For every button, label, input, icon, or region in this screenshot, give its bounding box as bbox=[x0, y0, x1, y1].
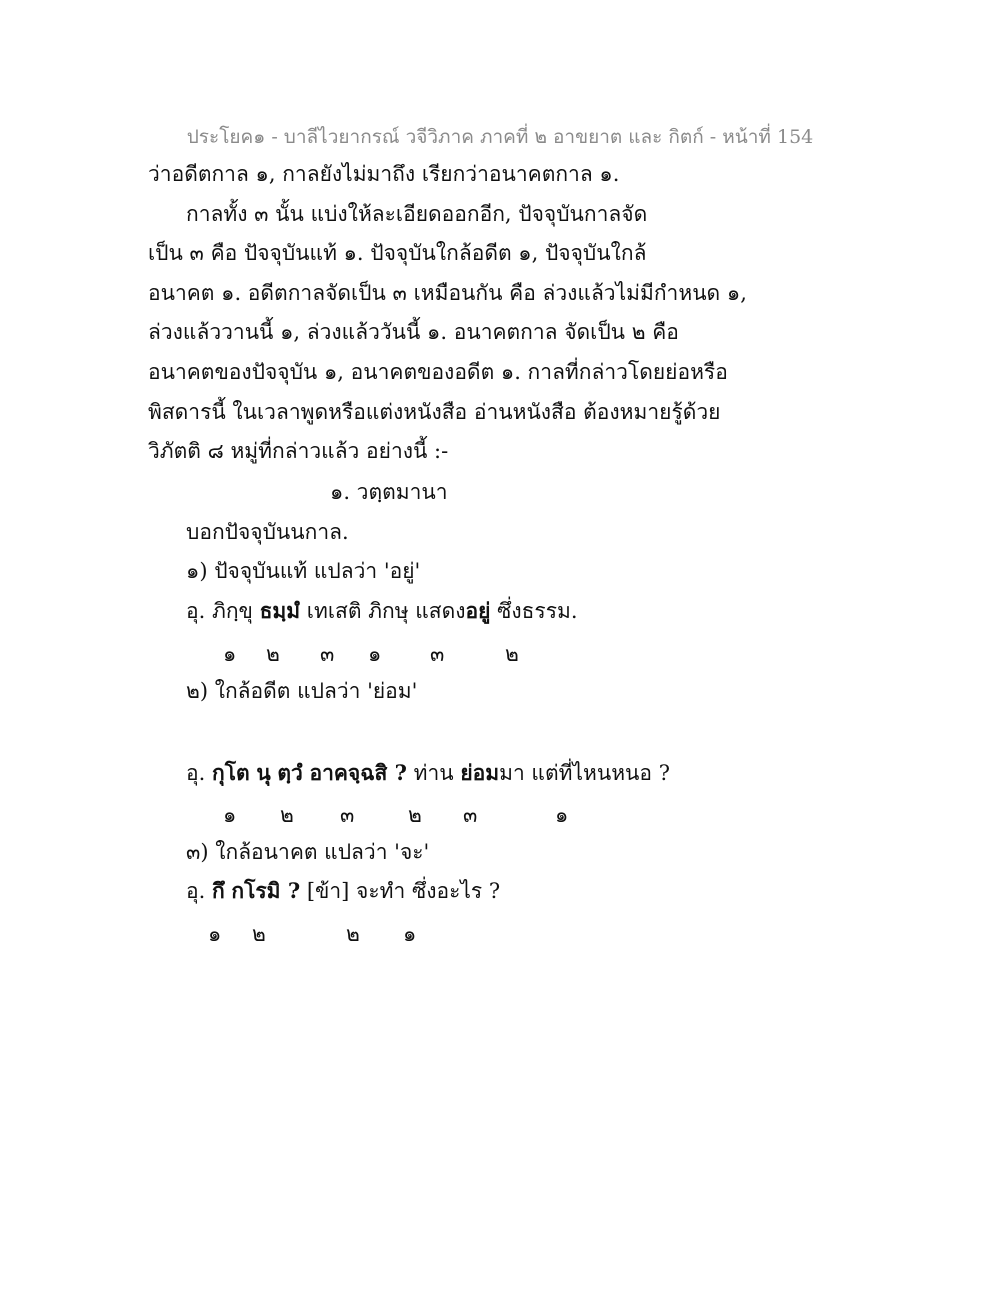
word-order-number: ๒ bbox=[266, 642, 280, 666]
word-order-number: ๓ bbox=[463, 803, 478, 827]
word-order-number: ๑ bbox=[223, 642, 237, 666]
translation-word-emphasis: อยู่ bbox=[465, 598, 491, 623]
section-description: บอกปัจจุบันนกาล. bbox=[186, 520, 349, 544]
word-order-number: ๓ bbox=[340, 803, 355, 827]
translation-word: ซึ่งธรรม. bbox=[497, 599, 578, 623]
translation-word: จะทำ bbox=[356, 879, 406, 903]
word-order-number: ๑ bbox=[223, 803, 237, 827]
page-header: ประโยค๑ - บาลีไวยากรณ์ วจีวิภาค ภาคที่ ๒ อาขยาต และ กิตก์ - หน้าที่ 154 bbox=[186, 126, 814, 148]
text-line: เป็น ๓ คือ ปัจจุบันแท้ ๑. ปัจจุบันใกล้อดีต ๑, ปัจจุบันใกล้ bbox=[148, 241, 647, 265]
pali-word-emphasis: กึ bbox=[211, 878, 225, 903]
word-order-number: ๓ bbox=[430, 642, 445, 666]
word-order-number: ๓ bbox=[320, 642, 335, 666]
example-line bbox=[186, 759, 670, 787]
text-line: วิภัตติ ๘ หมู่ที่กล่าวแล้ว อย่างนี้ :- bbox=[148, 439, 449, 463]
section-title: ๑. วตฺตมานา bbox=[330, 480, 448, 504]
text-line: อนาคต ๑. อดีตกาลจัดเป็น ๓ เหมือนกัน คือ ล่วงแล้วไม่มีกำหนด ๑, bbox=[148, 281, 747, 305]
translation-word: ซึ่งอะไร ? bbox=[411, 879, 501, 903]
item-heading: ๑) ปัจจุบันแท้ แปลว่า 'อยู่' bbox=[186, 559, 421, 583]
text-line: อนาคตของปัจจุบัน ๑, อนาคตของอดีต ๑. กาลที่กล่าวโดยย่อหรือ bbox=[148, 360, 728, 384]
word-order-number: ๒ bbox=[280, 803, 294, 827]
translation-word: ท่าน bbox=[413, 761, 454, 785]
pali-word-emphasis: ธมฺมํ bbox=[259, 598, 301, 623]
translation-word: [ข้า] bbox=[306, 879, 350, 903]
text-line: ล่วงแล้ววานนี้ ๑, ล่วงแล้ววันนี้ ๑. อนาคตกาล จัดเป็น ๒ คือ bbox=[148, 320, 679, 344]
word-order-number: ๑ bbox=[208, 922, 222, 946]
translation-word: มา แต่ที่ไหนหนอ ? bbox=[499, 761, 670, 785]
example-prefix: อุ. bbox=[186, 879, 206, 903]
example-line bbox=[186, 877, 500, 905]
word-order-number: ๒ bbox=[252, 922, 266, 946]
pali-word-emphasis: กุโต bbox=[211, 760, 250, 785]
translation-word-emphasis: ย่อม bbox=[460, 760, 500, 785]
pali-word-emphasis: กโรมิ ? bbox=[231, 878, 301, 903]
word-order-number: ๒ bbox=[408, 803, 422, 827]
pali-word-emphasis: ตฺวํ bbox=[277, 760, 303, 785]
example-prefix: อุ. bbox=[186, 599, 206, 623]
pali-word-emphasis: นุ bbox=[256, 760, 271, 785]
pali-word-emphasis: อาคจฺฉสิ ? bbox=[309, 760, 407, 785]
example-line bbox=[186, 597, 578, 625]
text-line: พิสดารนี้ ในเวลาพูดหรือแต่งหนังสือ อ่านหนังสือ ต้องหมายรู้ด้วย bbox=[148, 400, 721, 424]
text-line: ว่าอดีตกาล ๑, กาลยังไม่มาถึง เรียกว่าอนาคตกาล ๑. bbox=[148, 162, 620, 186]
word-order-number: ๑ bbox=[368, 642, 382, 666]
word-order-number: ๑ bbox=[555, 803, 569, 827]
item-heading: ๒) ใกล้อดีต แปลว่า 'ย่อม' bbox=[186, 679, 418, 703]
word-order-number: ๒ bbox=[346, 922, 360, 946]
word-order-number: ๒ bbox=[505, 642, 519, 666]
word-order-number: ๑ bbox=[403, 922, 417, 946]
translation-word: ภิกษุ bbox=[368, 599, 409, 623]
translation-word: แสดง bbox=[415, 599, 466, 623]
pali-word: ภิกฺขุ bbox=[211, 599, 253, 623]
pali-word: เทเสติ bbox=[306, 599, 362, 623]
paragraph-start-line: กาลทั้ง ๓ นั้น แบ่งให้ละเอียดออกอีก, ปัจจุบันกาลจัด bbox=[186, 202, 648, 226]
example-prefix: อุ. bbox=[186, 761, 206, 785]
item-heading: ๓) ใกล้อนาคต แปลว่า 'จะ' bbox=[186, 840, 430, 864]
